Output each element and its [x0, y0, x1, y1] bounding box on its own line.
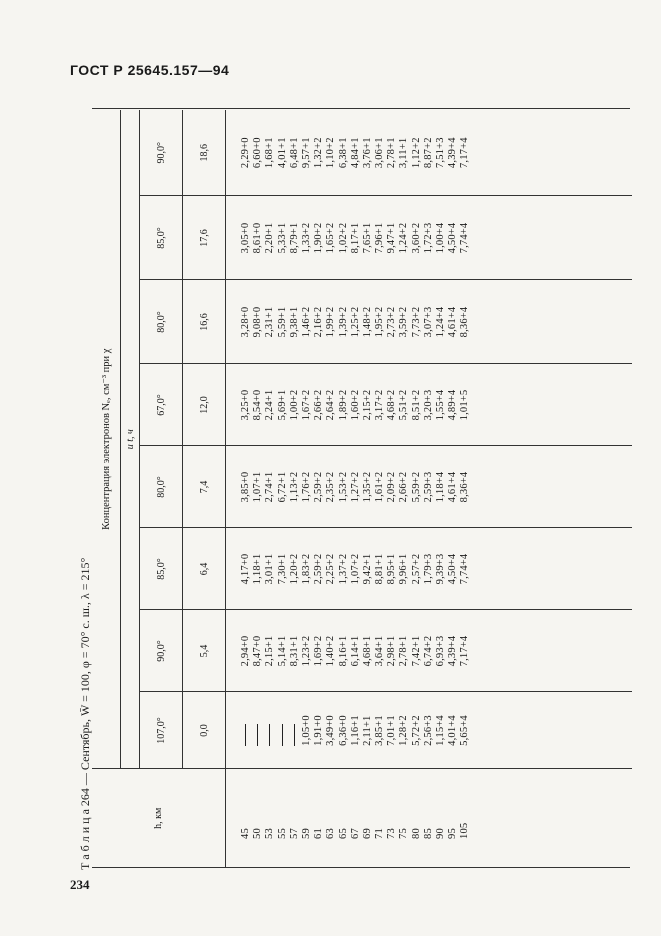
data-table-rotated [92, 110, 632, 867]
value-column [226, 196, 633, 280]
page-number: 234 [70, 877, 90, 892]
height-value: 65 [337, 828, 349, 839]
angle-header-cell: 90,0° [140, 110, 183, 196]
table-cell: 3,49+0 [325, 715, 337, 746]
table-cell: 4,39+4 [447, 635, 459, 667]
table-cell: 2,16+2 [313, 306, 325, 338]
time-header-row [183, 110, 226, 867]
table-cell: 2,78+1 [386, 137, 398, 169]
table-cell: 6,72+1 [276, 471, 288, 503]
value-list [240, 137, 472, 168]
table-cell: 1,90+2 [313, 222, 325, 254]
height-values [240, 823, 472, 839]
table-cell: 1,68+1 [264, 137, 276, 169]
table-cell: 7,30+1 [276, 553, 288, 585]
height-value: 69 [361, 828, 373, 839]
table-cell: 2,29+0 [240, 137, 251, 169]
height-value: 105 [459, 822, 471, 839]
table-cell: 4,68+1 [361, 635, 373, 667]
table-cell: 2,25+2 [325, 553, 337, 585]
table-cell: 8,79+1 [288, 222, 300, 254]
table-cell: 1,01+5 [459, 389, 471, 421]
table-cell: 4,01+4 [447, 715, 459, 746]
table-cell: 6,74+2 [422, 635, 434, 667]
table-cell: 1,12+2 [410, 137, 422, 169]
table-cell: 3,60+2 [410, 222, 422, 254]
table-cell: 1,65+2 [325, 222, 337, 254]
table-cell: 1,99+2 [325, 306, 337, 338]
table-cell: 1,18+4 [435, 471, 446, 503]
table-cell: 1,23+2 [300, 635, 312, 667]
table-cell: 5,14+1 [276, 635, 288, 667]
table-cell: 8,17+1 [349, 222, 361, 254]
table-cell: 1,24+4 [435, 306, 446, 338]
table-cell: 5,59+2 [410, 471, 422, 503]
time-header-cell: 5,4 [183, 610, 226, 692]
height-value: 75 [398, 828, 410, 839]
table-cell: 2,59+3 [422, 471, 434, 503]
table-cell: 7,17+4 [459, 137, 471, 169]
table-top-rule [92, 108, 630, 109]
value-column [226, 446, 633, 528]
table-cell: 8,51+2 [410, 389, 422, 421]
table-cell: 1,05+0 [300, 715, 312, 746]
table-bottom-rule [92, 867, 630, 868]
value-column [226, 110, 633, 196]
table-cell: 1,55+4 [435, 389, 446, 421]
height-value: 67 [349, 828, 361, 839]
table-cell: 7,96+1 [374, 222, 386, 254]
height-value: 55 [276, 828, 288, 839]
table-cell: 3,11+1 [398, 137, 410, 169]
table-cell: 4,68+2 [386, 389, 398, 421]
table-cell: 1,61+2 [374, 471, 386, 503]
table-cell: 2,09+2 [386, 471, 398, 503]
table-cell: 1,40+2 [325, 635, 337, 667]
table-cell: 9,96+1 [398, 553, 410, 585]
height-value: 50 [252, 828, 264, 839]
table-cell: 9,38+1 [288, 306, 300, 338]
angle-header-cell: 107,0° [140, 692, 183, 769]
value-list [240, 307, 472, 338]
table-cell: 1,13+2 [288, 471, 300, 503]
table-cell: 3,59+2 [398, 306, 410, 338]
no-data-dash [282, 724, 283, 746]
table-cell: 7,51+3 [435, 137, 446, 169]
angle-header-cell: 67,0° [140, 364, 183, 446]
table-cell: 1,95+2 [374, 306, 386, 338]
document-header: ГОСТ Р 25645.157—94 [70, 62, 230, 78]
value-column [226, 528, 633, 610]
height-value: 80 [410, 828, 422, 839]
height-value: 57 [288, 828, 300, 839]
value-column [226, 364, 633, 446]
table-cell: 2,57+2 [410, 553, 422, 585]
table-cell: 1,35+2 [361, 471, 373, 503]
table-cell: 8,16+1 [337, 635, 349, 667]
table-cell [252, 715, 264, 746]
table-cell: 3,20+3 [422, 389, 434, 421]
table-cell: 1,00+2 [288, 389, 300, 421]
table-cell: 5,72+2 [410, 715, 422, 746]
table-cell: 1,46+2 [300, 306, 312, 338]
table-cell: 8,47+0 [252, 635, 264, 667]
table-cell: 1,07+1 [252, 471, 264, 503]
group-header: Концентрация электронов Nₑ, см⁻³ при χ [92, 110, 121, 769]
subgroup-header: и t, ч [121, 110, 140, 769]
height-value: 63 [325, 828, 337, 839]
table-cell: 3,07+3 [422, 306, 434, 338]
table-cell: 2,59+2 [313, 553, 325, 585]
table-cell: 9,47+1 [386, 222, 398, 254]
table-cell: 2,59+2 [313, 471, 325, 503]
table-cell: 2,74+1 [264, 471, 276, 503]
table-cell: 3,28+0 [240, 306, 251, 338]
time-header-cell: 17,6 [183, 196, 226, 280]
table-cell: 7,17+4 [459, 635, 471, 667]
table-cell: 1,48+2 [361, 306, 373, 338]
table-cell: 3,76+1 [361, 137, 373, 169]
table-cell: 1,37+2 [337, 553, 349, 585]
table-cell: 1,16+1 [349, 715, 361, 746]
no-data-dash [294, 724, 295, 746]
time-header-cell: 0,0 [183, 692, 226, 769]
table-cell [289, 715, 301, 746]
height-value: 61 [313, 828, 325, 839]
table-cell: 3,85+1 [374, 715, 386, 746]
table-cell: 6,93+3 [435, 635, 446, 667]
table-cell: 1,27+2 [349, 471, 361, 503]
table-cell: 1,18+1 [252, 553, 264, 585]
table-cell: 1,24+2 [398, 222, 410, 254]
table-cell: 2,15+2 [361, 389, 373, 421]
table-cell: 8,31+1 [288, 635, 300, 667]
table-cell: 9,08+0 [252, 306, 264, 338]
electron-concentration-table [92, 110, 632, 867]
table-cell: 1,25+2 [349, 306, 361, 338]
height-value: 90 [435, 828, 446, 839]
table-cell: 8,87+2 [422, 137, 434, 169]
table-cell: 1,53+2 [337, 471, 349, 503]
table-cell: 3,64+1 [374, 635, 386, 667]
table-cell: 9,42+1 [361, 553, 373, 585]
table-cell: 8,81+1 [374, 553, 386, 585]
table-cell: 1,67+2 [300, 389, 312, 421]
value-list [240, 636, 472, 667]
table-cell: 9,39+3 [435, 553, 446, 585]
table-cell: 1,20+2 [288, 553, 300, 585]
table-cell: 7,73+2 [410, 306, 422, 338]
table-body-row [226, 110, 633, 867]
table-cell: 1,91+0 [313, 715, 325, 746]
value-list [240, 223, 472, 254]
table-cell: 2,11+1 [361, 715, 373, 746]
table-cell: 5,51+2 [398, 389, 410, 421]
height-value: 73 [386, 828, 398, 839]
height-value: 95 [447, 828, 459, 839]
angle-header-cell: 90,0° [140, 610, 183, 692]
table-cell: 2,73+2 [386, 306, 398, 338]
angle-header-cell: 85,0° [140, 528, 183, 610]
value-list [240, 715, 472, 746]
value-list [240, 390, 472, 421]
height-value: 45 [240, 828, 251, 839]
no-data-dash [257, 724, 258, 746]
table-cell: 7,01+1 [386, 715, 398, 746]
time-header-cell: 18,6 [183, 110, 226, 196]
table-cell: 2,98+1 [386, 635, 398, 667]
table-cell: 5,65+4 [459, 715, 471, 746]
angle-header-cell: 80,0° [140, 446, 183, 528]
table-cell: 1,10+2 [325, 137, 337, 169]
table-cell: 4,50+4 [447, 553, 459, 585]
table-cell: 7,74+4 [459, 222, 471, 254]
table-cell [240, 715, 252, 746]
angle-header-cell: 85,0° [140, 196, 183, 280]
table-cell: 2,35+2 [325, 471, 337, 503]
table-cell: 8,36+4 [459, 471, 471, 503]
table-cell: 6,14+1 [349, 635, 361, 667]
value-list [240, 554, 472, 585]
table-cell: 2,24+1 [264, 389, 276, 421]
table-cell: 3,06+1 [374, 137, 386, 169]
table-cell: 8,61+0 [252, 222, 264, 254]
value-column [226, 280, 633, 364]
table-cell: 6,38+1 [337, 137, 349, 169]
table-cell: 3,17+2 [374, 389, 386, 421]
table-cell: 2,66+2 [313, 389, 325, 421]
table-cell: 1,02+2 [337, 222, 349, 254]
table-cell: 4,01+1 [276, 137, 288, 169]
table-cell: 2,94+0 [240, 635, 251, 667]
table-cell: 1,33+2 [300, 222, 312, 254]
table-cell: 3,85+0 [240, 471, 251, 503]
table-cell: 4,61+4 [447, 306, 459, 338]
table-caption: Т а б л и ц а 264 — Сентябрь, W̄ = 100, φ = 70° с. ш., λ = 215° [78, 557, 92, 870]
time-header-cell: 12,0 [183, 364, 226, 446]
table-cell: 4,61+4 [447, 471, 459, 503]
table-cell: 4,89+4 [447, 389, 459, 421]
height-value: 71 [374, 828, 386, 839]
table-cell: 8,36+4 [459, 306, 471, 338]
table-cell: 4,17+0 [240, 553, 251, 585]
table-cell: 3,05+0 [240, 222, 251, 254]
height-value: 85 [422, 828, 434, 839]
table-cell: 5,59+1 [276, 306, 288, 338]
angle-header-cell: 80,0° [140, 280, 183, 364]
table-cell: 2,78+1 [398, 635, 410, 667]
time-header-cell: 6,4 [183, 528, 226, 610]
table-cell: 6,60+0 [252, 137, 264, 169]
value-column [226, 692, 633, 769]
table-cell: 7,42+1 [410, 635, 422, 667]
table-cell: 2,20+1 [264, 222, 276, 254]
table-cell: 1,79+3 [422, 553, 434, 585]
table-cell: 1,76+2 [300, 471, 312, 503]
table-cell: 3,25+0 [240, 389, 251, 421]
table-cell: 2,56+3 [422, 715, 434, 746]
time-header-cell: 7,4 [183, 446, 226, 528]
table-cell: 1,15+4 [435, 715, 446, 746]
table-cell: 5,33+1 [276, 222, 288, 254]
table-cell: 1,89+2 [337, 389, 349, 421]
value-list [240, 472, 472, 503]
table-cell: 4,39+4 [447, 137, 459, 169]
table-cell: 2,66+2 [398, 471, 410, 503]
table-cell: 8,95+1 [386, 553, 398, 585]
table-cell: 1,00+4 [435, 222, 446, 254]
table-cell: 1,69+2 [313, 635, 325, 667]
height-value: 53 [264, 828, 276, 839]
table-cell: 8,54+0 [252, 389, 264, 421]
table-cell: 6,48+1 [288, 137, 300, 169]
height-value: 59 [300, 828, 312, 839]
height-column [226, 769, 633, 867]
table-cell: 7,65+1 [361, 222, 373, 254]
angle-header-row [140, 110, 183, 867]
table-cell: 1,32+2 [313, 137, 325, 169]
no-data-dash [245, 724, 246, 746]
height-header: h, км [92, 769, 226, 867]
table-cell: 3,01+1 [264, 553, 276, 585]
table-cell: 6,36+0 [337, 715, 349, 746]
table-cell: 2,31+1 [264, 306, 276, 338]
table-cell: 2,64+2 [325, 389, 337, 421]
value-column [226, 610, 633, 692]
time-header-cell: 16,6 [183, 280, 226, 364]
no-data-dash [269, 724, 270, 746]
table-cell: 1,60+2 [349, 389, 361, 421]
table-cell [277, 715, 289, 746]
table-cell: 4,84+1 [349, 137, 361, 169]
table-cell: 7,74+4 [459, 553, 471, 585]
table-cell: 1,83+2 [300, 553, 312, 585]
table-cell [264, 715, 276, 746]
table-cell: 5,69+1 [276, 389, 288, 421]
table-cell: 1,39+2 [337, 306, 349, 338]
table-cell: 1,07+2 [349, 553, 361, 585]
table-cell: 4,50+4 [447, 222, 459, 254]
table-cell: 2,15+1 [264, 635, 276, 667]
table-cell: 9,57+1 [300, 137, 312, 169]
table-cell: 1,72+3 [422, 222, 434, 254]
table-cell: 1,28+2 [398, 715, 410, 746]
